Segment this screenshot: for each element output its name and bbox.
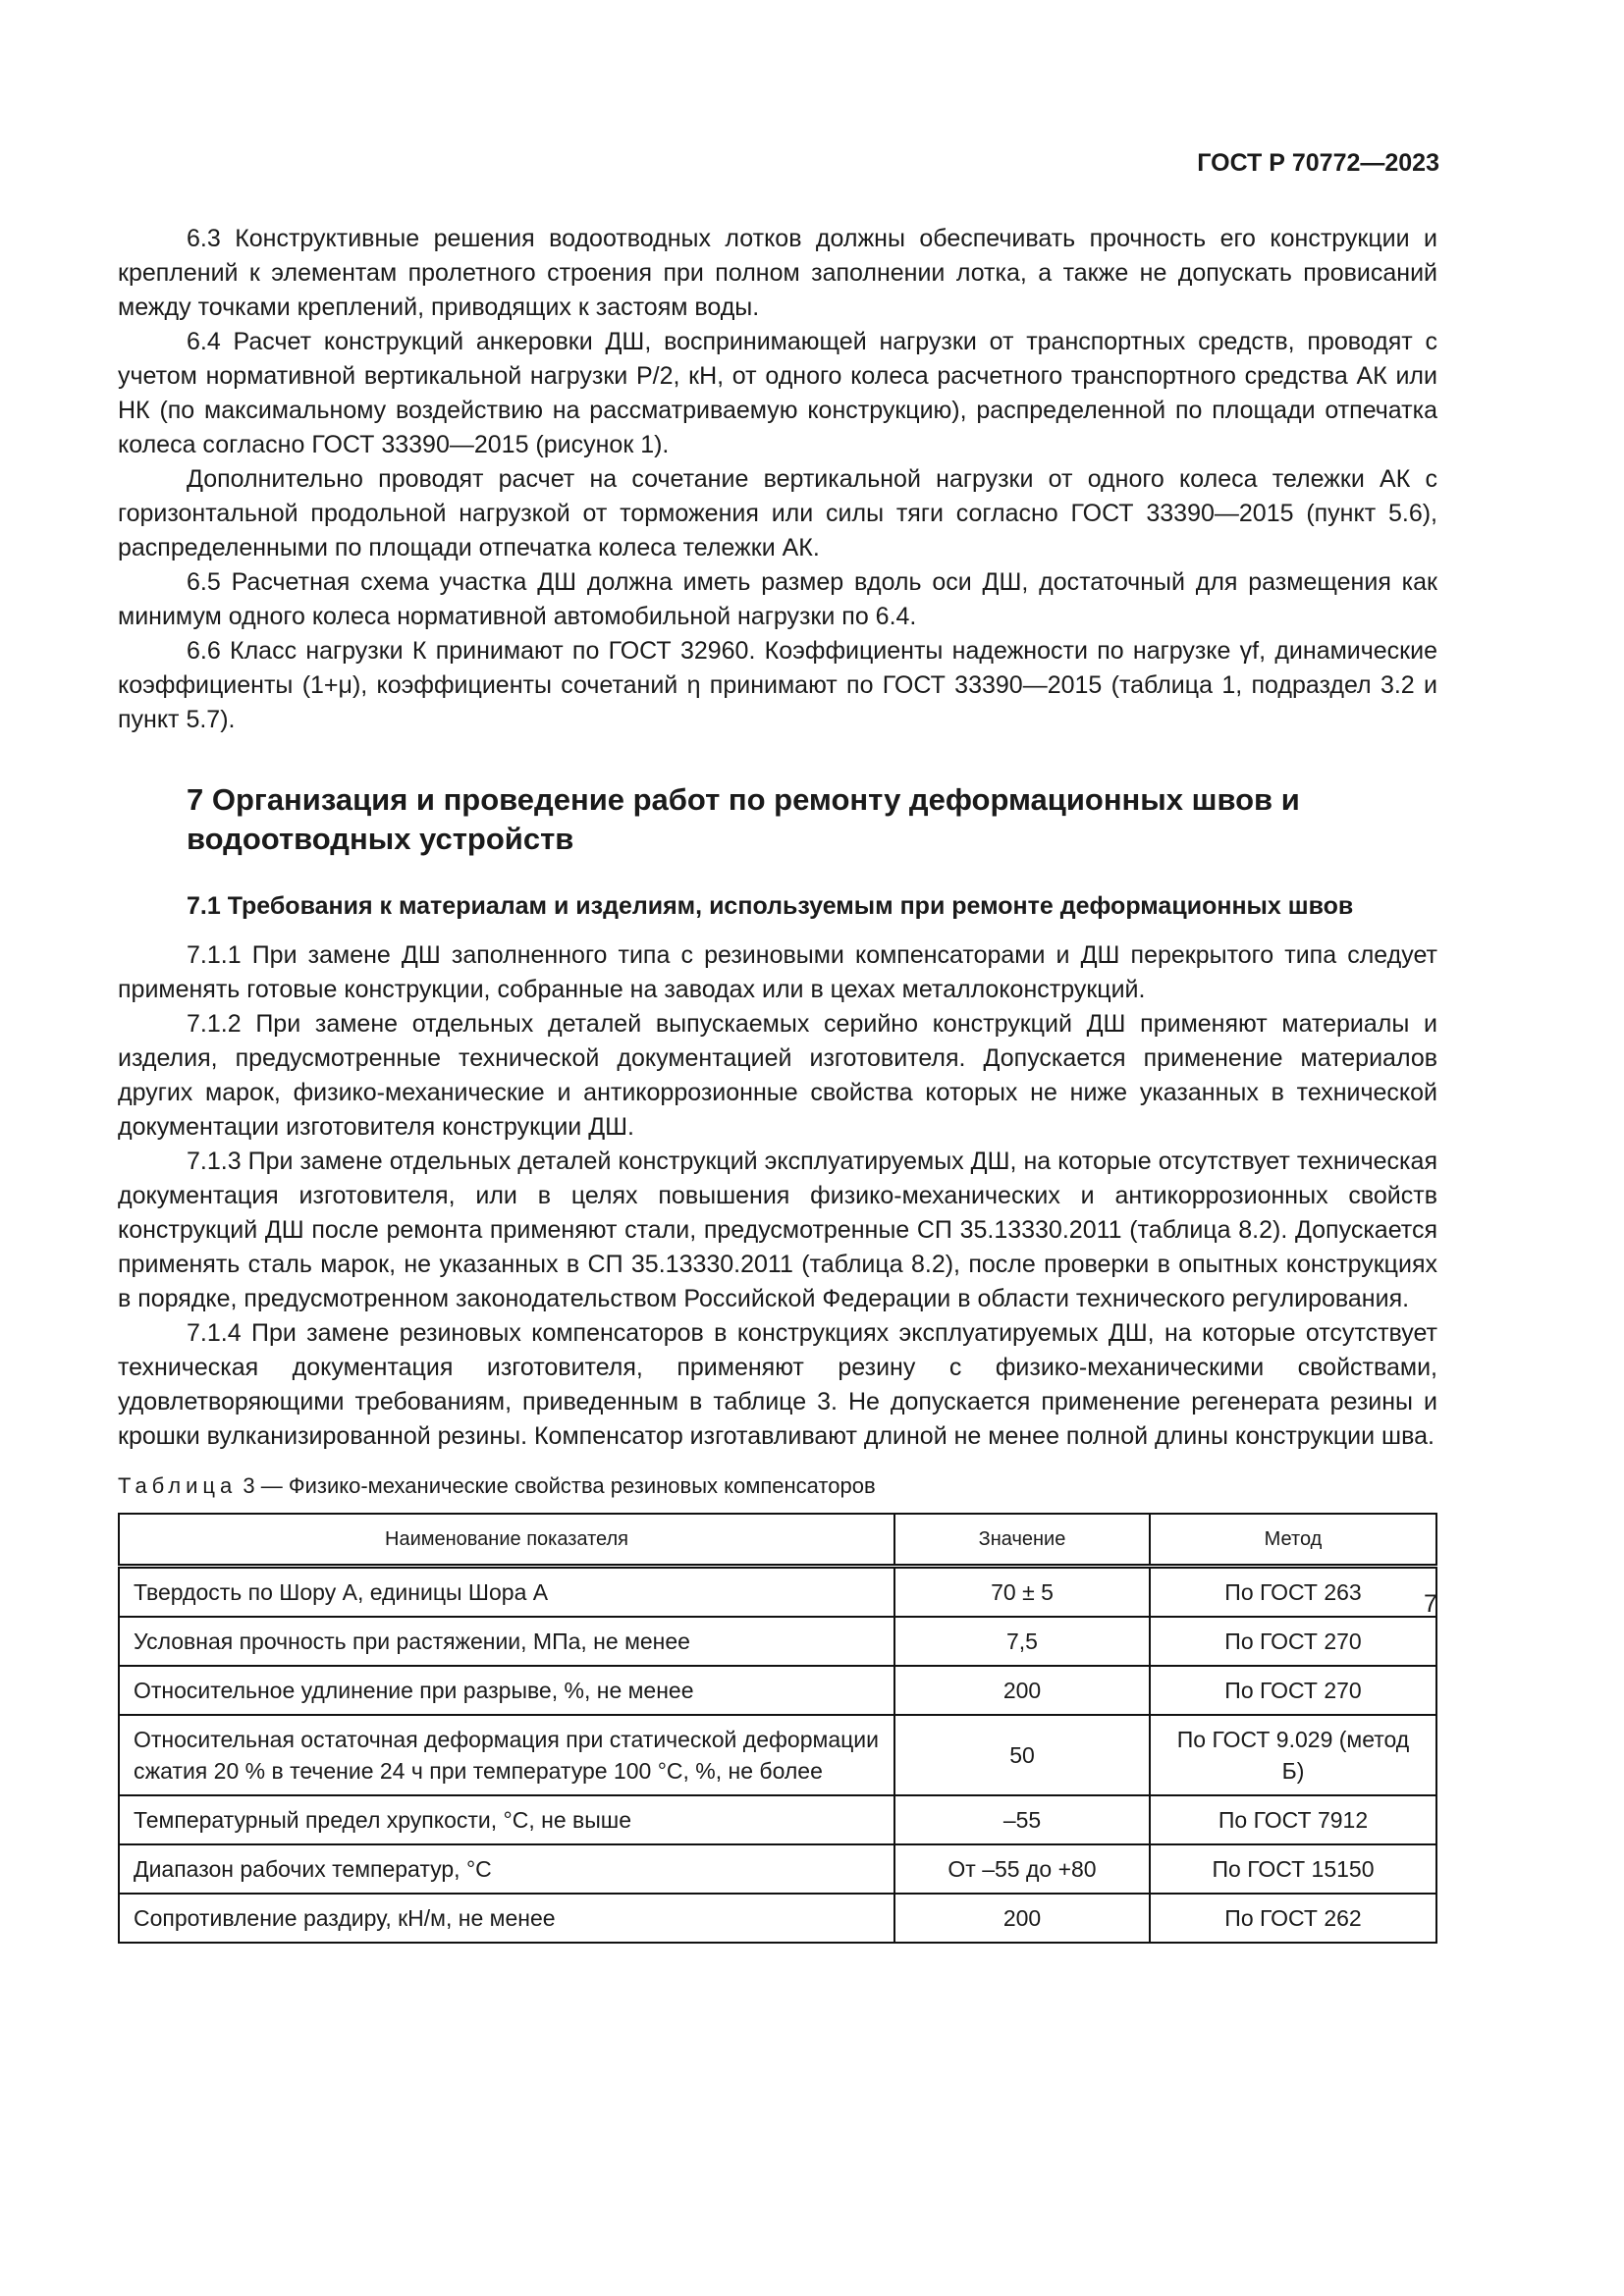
cell-method: По ГОСТ 263	[1150, 1567, 1436, 1618]
cell-value: 200	[894, 1894, 1150, 1943]
section-7-1-heading: 7.1 Требования к материалам и изделиям, используемым при ремонте деформационных швов	[187, 892, 1354, 920]
cell-value: 50	[894, 1715, 1150, 1795]
page-content	[118, 222, 1437, 1944]
cell-name: Условная прочность при растяжении, МПа, не менее	[119, 1617, 894, 1666]
table-header-row	[119, 1514, 1436, 1567]
paragraph-7-1-2: 7.1.2 При замене отдельных деталей выпускаемых серийно конструкций ДШ применяют материалы и изделия, предусмотренные технической документацией изготовителя. Допускается применение материалов других марок, физико-механические и антикоррозионные свойства которых не ниже указанных в технической документации изготовителя конструкции ДШ.	[118, 1010, 1437, 1141]
paragraph-6-4-extra: Дополнительно проводят расчет на сочетание вертикальной нагрузки от одного колеса тележки АК с горизонтальной продольной нагрузкой от торможения или силы тяги согласно ГОСТ 33390—2015 (пункт 5.6), распределенными по площади отпечатка колеса тележки АК.	[118, 465, 1437, 561]
table-row	[119, 1666, 1436, 1715]
paragraph-6-6: 6.6 Класс нагрузки К принимают по ГОСТ 32960. Коэффициенты надежности по нагрузке γf, динамические коэффициенты (1+μ), коэффициенты сочетаний η принимают по ГОСТ 33390—2015 (таблица 1, подраздел 3.2 и пункт 5.7).	[118, 637, 1437, 733]
cell-name: Сопротивление раздиру, кН/м, не менее	[119, 1894, 894, 1943]
cell-name: Температурный предел хрупкости, °С, не выше	[119, 1795, 894, 1844]
cell-method: По ГОСТ 270	[1150, 1666, 1436, 1715]
cell-value: –55	[894, 1795, 1150, 1844]
cell-value: От –55 до +80	[894, 1844, 1150, 1894]
paragraph-7-1-1: 7.1.1 При замене ДШ заполненного типа с резиновыми компенсаторами и ДШ перекрытого типа следует применять готовые конструкции, собранные на заводах или в цехах металлоконструкций.	[118, 941, 1437, 1003]
paragraph-6-5: 6.5 Расчетная схема участка ДШ должна иметь размер вдоль оси ДШ, достаточный для размещения как минимум одного колеса нормативной автомобильной нагрузки по 6.4.	[118, 568, 1437, 630]
table-row	[119, 1844, 1436, 1894]
paragraph-7-1-4: 7.1.4 При замене резиновых компенсаторов в конструкциях эксплуатируемых ДШ, на которые отсутствует техническая документация изготовителя, применяют резину с физико-механическими свойствами, удовлетворяющими требованиям, приведенным в таблице 3. Не допускается применение регенерата резины и крошки вулканизированной резины. Компенсатор изготавливают длиной не менее полной длины конструкции шва.	[118, 1319, 1437, 1450]
table-row	[119, 1617, 1436, 1666]
properties-table	[118, 1513, 1437, 1944]
cell-value: 70 ± 5	[894, 1567, 1150, 1618]
cell-method: По ГОСТ 262	[1150, 1894, 1436, 1943]
document-header: ГОСТ Р 70772—2023	[1197, 149, 1439, 177]
page-number: 7	[1424, 1590, 1437, 1618]
cell-method: По ГОСТ 15150	[1150, 1844, 1436, 1894]
cell-method: По ГОСТ 7912	[1150, 1795, 1436, 1844]
table-row	[119, 1715, 1436, 1795]
section-7-heading: 7 Организация и проведение работ по ремонту деформационных швов и водоотводных устройств	[187, 782, 1300, 856]
cell-value: 7,5	[894, 1617, 1150, 1666]
cell-value: 200	[894, 1666, 1150, 1715]
table-row	[119, 1567, 1436, 1618]
table-caption-label: Таблица	[118, 1473, 238, 1498]
column-header-value: Значение	[894, 1514, 1150, 1567]
table-caption	[118, 1473, 1437, 1499]
table-row	[119, 1795, 1436, 1844]
cell-name: Относительная остаточная деформация при статической деформации сжатия 20 % в течение 24 ч при температуре 100 °С, %, не более	[119, 1715, 894, 1795]
cell-name: Относительное удлинение при разрыве, %, не менее	[119, 1666, 894, 1715]
paragraph-6-4: 6.4 Расчет конструкций анкеровки ДШ, воспринимающей нагрузки от транспортных средств, проводят с учетом нормативной вертикальной нагрузки P/2, кН, от одного колеса расчетного транспортного средства АК или НК (по максимальному воздействию на рассматриваемую конструкцию), распределенной по площади отпечатка колеса согласно ГОСТ 33390—2015 (рисунок 1).	[118, 328, 1437, 458]
cell-method: По ГОСТ 270	[1150, 1617, 1436, 1666]
column-header-method: Метод	[1150, 1514, 1436, 1567]
table-caption-text: 3 — Физико-механические свойства резиновых компенсаторов	[243, 1473, 876, 1498]
cell-method: По ГОСТ 9.029 (метод Б)	[1150, 1715, 1436, 1795]
cell-name: Твердость по Шору А, единицы Шора А	[119, 1567, 894, 1618]
paragraph-7-1-3: 7.1.3 При замене отдельных деталей конструкций эксплуатируемых ДШ, на которые отсутствует техническая документация изготовителя, или в целях повышения физико-механических и антикоррозионных свойств конструкций ДШ после ремонта применяют стали, предусмотренные СП 35.13330.2011 (таблица 8.2). Допускается применять сталь марок, не указанных в СП 35.13330.2011 (таблица 8.2), после проверки в опытных конструкциях в порядке, предусмотренном законодательством Российской Федерации в области технического регулирования.	[118, 1148, 1437, 1312]
table-row	[119, 1894, 1436, 1943]
column-header-name: Наименование показателя	[119, 1514, 894, 1567]
paragraph-6-3: 6.3 Конструктивные решения водоотводных лотков должны обеспечивать прочность его конструкции и креплений к элементам пролетного строения при полном заполнении лотка, а также не допускать провисаний между точками креплений, приводящих к застоям воды.	[118, 225, 1437, 321]
cell-name: Диапазон рабочих температур, °С	[119, 1844, 894, 1894]
